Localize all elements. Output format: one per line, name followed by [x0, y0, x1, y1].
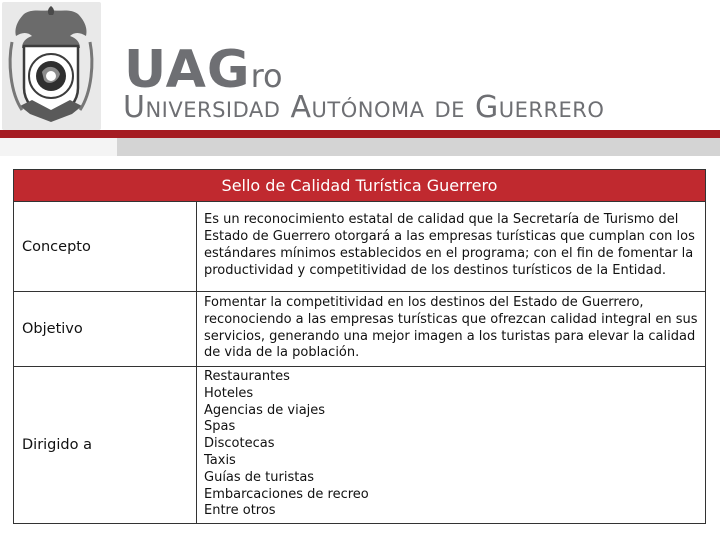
table-title-row	[14, 170, 706, 202]
list-item: Agencias de viajes	[204, 402, 326, 418]
list-item: Guías de turistas	[204, 469, 315, 485]
list-item: Spas	[204, 419, 236, 435]
row-list-cell	[197, 367, 706, 524]
university-logo	[2, 2, 101, 130]
table-row-dirigido	[14, 367, 706, 524]
list-item: Embarcaciones de recreo	[204, 486, 369, 502]
info-table	[13, 169, 706, 524]
brand-full-name: Universidad Autónoma de Guerrero	[123, 90, 605, 125]
list-item: Restaurantes	[204, 369, 290, 384]
header-grey-bar	[117, 138, 720, 156]
table-row-concepto	[14, 202, 706, 292]
list-item: Discotecas	[204, 436, 275, 452]
header-light-bar	[0, 138, 117, 156]
row-label: Dirigido a	[14, 367, 197, 524]
table-title: Sello de Calidad Turística Guerrero	[14, 170, 706, 202]
row-label: Concepto	[14, 202, 197, 292]
university-seal-icon	[2, 2, 101, 130]
page-header	[0, 0, 720, 157]
audience-list	[204, 369, 699, 520]
brand-acronym-main: UAG	[124, 40, 251, 100]
row-text: Fomentar la competitividad en los destinos del Estado de Guerrero, reconociendo a las empresas turísticas que ofrezcan calidad integral en sus servicios, generando una mejor imagen a los turistas para elevar la calidad de vida de la población.	[197, 292, 706, 367]
list-item: Entre otros	[204, 503, 276, 519]
list-item: Hoteles	[204, 385, 254, 401]
table-row-objetivo	[14, 292, 706, 367]
row-text: Es un reconocimiento estatal de calidad que la Secretaría de Turismo del Estado de Guerrero otorgará a las empresas turísticas que cumplan con los estándares mínimos establecidos en el programa; con el fin de fomentar la productividad y competitividad de los destinos turísticos de la Entidad.	[197, 202, 706, 292]
header-red-bar	[0, 130, 720, 138]
list-item: Taxis	[204, 452, 236, 468]
brand-acronym-suffix: ro	[250, 57, 283, 95]
row-label: Objetivo	[14, 292, 197, 367]
